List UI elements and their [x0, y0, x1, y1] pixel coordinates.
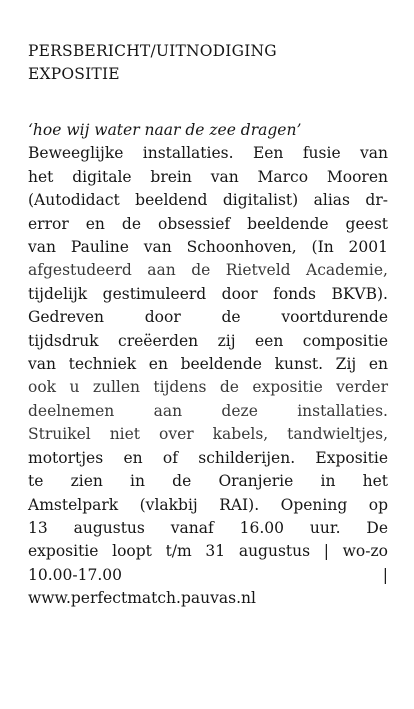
body-line: error en de obsessief beeldende geest — [28, 214, 388, 233]
body-line: Amstelpark (vlakbij RAI). Opening op — [28, 495, 388, 514]
heading-line-1: PERSBERICHT/UITNODIGING — [28, 42, 277, 60]
body-line: Struikel niet over kabels, tandwieltjes, — [28, 425, 388, 444]
body-line: tijdelijk gestimuleerd door fonds BKVB). — [28, 284, 388, 303]
body-line: 10.00-17.00 | — [28, 565, 388, 584]
heading-line-2: EXPOSITIE — [28, 65, 120, 83]
body-line: te zien in de Oranjerie in het — [28, 472, 388, 491]
press-release — [28, 40, 388, 611]
exhibition-title: ‘hoe wij water naar de zee dragen’ — [28, 121, 302, 139]
body-line: motortjes en of schilderijen. Expositie — [28, 448, 388, 467]
website-url[interactable]: www.perfectmatch.pauvas.nl — [28, 589, 256, 608]
body-line: afgestudeerd aan de Rietveld Academie, — [28, 261, 388, 280]
body-line: deelnemen aan deze installaties. — [28, 401, 388, 420]
body-line: van techniek en beeldende kunst. Zij en — [28, 355, 388, 374]
body-line: tijdsdruk creëerden zij een compositie — [28, 331, 388, 350]
body-line: Gedreven door de voortdurende — [28, 308, 388, 327]
body-line: (Autodidact beeldend digitalist) alias dr- — [28, 191, 388, 210]
body-line: Beweeglijke installaties. Een fusie van — [28, 144, 388, 163]
press-release-heading — [28, 40, 388, 86]
body-line: van Pauline van Schoonhoven, (In 2001 — [28, 238, 388, 257]
body-line: ook u zullen tijdens de expositie verder — [28, 378, 388, 397]
press-release-body — [28, 119, 388, 611]
body-line: 13 augustus vanaf 16.00 uur. De — [28, 518, 388, 537]
body-line: het digitale brein van Marco Mooren — [28, 167, 388, 186]
body-line: expositie loopt t/m 31 augustus | wo-zo — [28, 542, 388, 561]
